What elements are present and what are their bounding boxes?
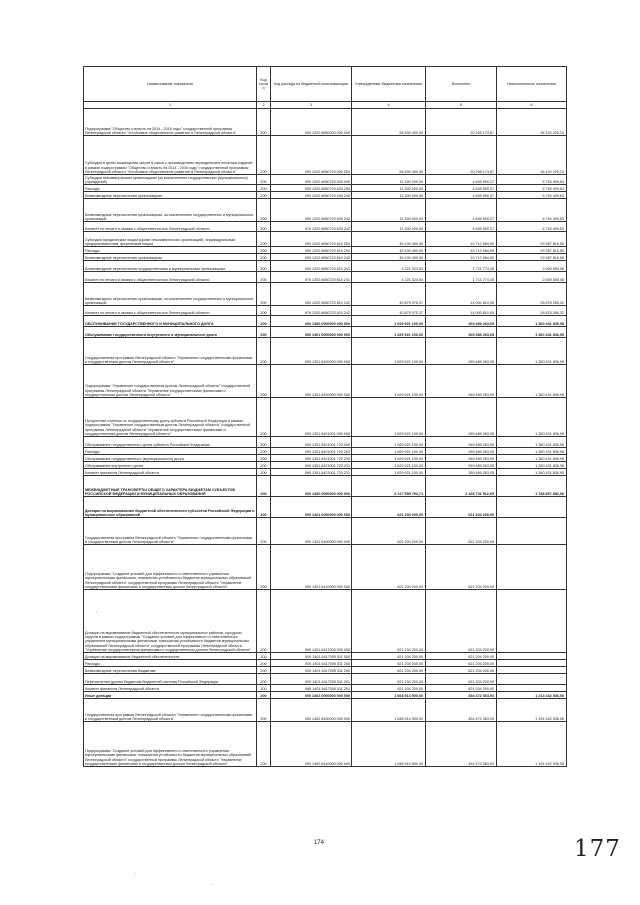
row-executed: 1 711 774,45 <box>426 272 497 283</box>
row-name: Безвозмездные перечисления организациям <box>84 254 257 261</box>
table-body <box>84 109 567 767</box>
row-approved: 1 629 921 100,00 <box>352 469 426 476</box>
row-bcode: 000 1401 0000000 000 000 <box>271 497 352 518</box>
row-name: Расходы <box>84 185 257 192</box>
header-row <box>84 67 567 102</box>
row-executed: 621 204 200,00 <box>426 653 497 660</box>
row-executed: 4 545 590,37 <box>426 175 497 185</box>
row-code: 200 <box>257 455 271 462</box>
row-executed: 15 712 584,50 <box>426 247 497 254</box>
row-unexecuted: 1 360 431 836,95 <box>497 316 567 327</box>
row-executed: 2 428 701 912,65 <box>426 476 497 497</box>
row-unexecuted: 2 509 550,08 <box>497 261 567 272</box>
row-name: Безвозмездные перечисления организациям <box>84 192 257 199</box>
row-approved: 40 879 075,37 <box>352 283 426 306</box>
row-unexecuted <box>497 660 567 667</box>
row-unexecuted: 1 360 431 836,95 <box>497 462 567 469</box>
row-bcode: 000 1301 6421001 720 230 <box>271 455 352 462</box>
row-bcode: 000 1202 6650720 810 000 <box>271 232 352 247</box>
table-row <box>84 338 567 365</box>
row-executed: 454 472 363,94 <box>426 722 497 767</box>
row-bcode: 976 1202 6650720 630 242 <box>271 222 352 232</box>
row-approved: 45 100 400,00 <box>352 247 426 254</box>
row-executed: 1 711 774,45 <box>426 261 497 272</box>
table-row <box>84 469 567 476</box>
row-name: Расходы <box>84 247 257 254</box>
row-code: 200 <box>257 685 271 692</box>
table-row <box>84 437 567 448</box>
row-bcode: 000 1202 6650720 810 240 <box>271 254 352 261</box>
table-row <box>84 192 567 199</box>
row-code: 200 <box>257 476 271 497</box>
table-row <box>84 365 567 398</box>
row-bcode: 000 1301 6421001 720 231 <box>271 462 352 469</box>
header-unexecuted: Неисполненные назначения <box>497 67 567 102</box>
row-executed: 269 489 263,05 <box>426 448 497 455</box>
row-bcode: 000 1401 6417005 511 250 <box>271 667 352 674</box>
row-code: 200 <box>257 283 271 306</box>
row-approved: 11 300 000,00 <box>352 192 426 199</box>
table-row <box>84 455 567 462</box>
table-row <box>84 462 567 469</box>
row-name: Субсидии в целях возмещения затрат в связи с производством периодических печатных изданий в рамках подпрограммы "Общество и власть на 2014 - 2016 годы" государственной программы Ленинградской области "Устойчивое общественное развитие в Ленинградской области" <box>84 136 257 175</box>
row-unexecuted: 1 360 431 836,95 <box>497 327 567 338</box>
row-code: 200 <box>257 590 271 653</box>
column-number-row <box>84 102 567 109</box>
row-bcode: 000 1402 6410000 000 000 <box>271 722 352 767</box>
row-unexecuted <box>497 685 567 692</box>
handwritten-sheet-number: 177 <box>574 836 621 862</box>
row-bcode: 000 1301 6421001 720 200 <box>271 448 352 455</box>
row-unexecuted <box>497 590 567 653</box>
table-row <box>84 448 567 455</box>
row-code: 200 <box>257 109 271 136</box>
row-executed: 15 712 584,50 <box>426 232 497 247</box>
table-row <box>84 306 567 316</box>
row-approved: 1 629 921 100,00 <box>352 448 426 455</box>
table-row <box>84 692 567 699</box>
row-approved: 11 300 000,00 <box>352 222 426 232</box>
table-row <box>84 272 567 283</box>
row-unexecuted: 29 387 815,50 <box>497 247 567 254</box>
row-bcode: 000 1202 6650720 000 000 <box>271 136 352 175</box>
row-bcode: 000 1202 6650720 630 242 <box>271 199 352 222</box>
table-row <box>84 254 567 261</box>
table-row <box>84 685 567 692</box>
row-name: Дотации на выравнивание бюджетной обеспеченности <box>84 653 257 660</box>
row-name: Подпрограмма "Общество и власть на 2014 - 2016 годы" государственной программы Ленинградской области "Устойчивое общественное развитие в Ленинградской области" <box>84 109 257 136</box>
table-row <box>84 660 567 667</box>
table-row <box>84 283 567 306</box>
colnum: 3 <box>271 102 352 109</box>
row-code: 200 <box>257 462 271 469</box>
row-code: 200 <box>257 469 271 476</box>
row-bcode: 000 1202 6650720 810 200 <box>271 247 352 254</box>
row-name: Обслуживание государственного внутреннего и муниципального долга <box>84 327 257 338</box>
table-row <box>84 109 567 136</box>
row-bcode: 000 1202 6650720 630 240 <box>271 192 352 199</box>
row-bcode: 000 1401 6417005 511 000 <box>271 653 352 660</box>
row-unexecuted <box>497 545 567 590</box>
row-name: Расходы <box>84 660 257 667</box>
row-approved: 1 629 921 100,00 <box>352 398 426 437</box>
row-unexecuted: 6 754 409,63 <box>497 222 567 232</box>
row-approved: 1 629 921 100,00 <box>352 455 426 462</box>
row-name: Комитет финансов Ленинградской области <box>84 685 257 692</box>
row-unexecuted: 1 360 431 836,95 <box>497 455 567 462</box>
row-bcode: 000 1202 6650000 000 000 <box>271 109 352 136</box>
table-row <box>84 674 567 685</box>
row-code: 200 <box>257 175 271 185</box>
row-bcode: 000 1402 0000000 000 000 <box>271 692 352 699</box>
row-code: 200 <box>257 192 271 199</box>
table-row <box>84 232 567 247</box>
row-approved: 4 221 324,53 <box>352 272 426 283</box>
row-executed: 269 489 263,05 <box>426 316 497 327</box>
row-unexecuted <box>497 497 567 518</box>
row-approved: 621 204 200,00 <box>352 660 426 667</box>
row-bcode: 000 1401 6410000 000 000 <box>271 545 352 590</box>
row-code: 200 <box>257 448 271 455</box>
row-unexecuted: 1 788 897 882,06 <box>497 476 567 497</box>
scan-speck <box>211 884 212 885</box>
row-unexecuted: 29 387 815,50 <box>497 254 567 261</box>
row-name: Расходы <box>84 448 257 455</box>
row-bcode: 000 1401 6400000 000 000 <box>271 518 352 545</box>
row-code: 200 <box>257 316 271 327</box>
row-unexecuted: 1 360 431 836,95 <box>497 469 567 476</box>
table-row <box>84 476 567 497</box>
row-approved: 1 629 921 100,00 <box>352 316 426 327</box>
row-approved: 45 100 400,00 <box>352 254 426 261</box>
row-executed: 4 545 590,37 <box>426 192 497 199</box>
colnum: 6 <box>497 102 567 109</box>
row-executed: 20 258 174,87 <box>426 109 497 136</box>
row-name: Безвозмездные перечисления организациям, за исключением государственных и муниципальных организаций <box>84 199 257 222</box>
row-executed: 621 204 200,00 <box>426 685 497 692</box>
row-unexecuted: 1 194 442 536,06 <box>497 699 567 722</box>
report-sheet <box>83 66 566 767</box>
table-row <box>84 398 567 437</box>
row-unexecuted <box>497 674 567 685</box>
row-bcode: 000 1300 0000000 000 000 <box>271 316 352 327</box>
row-bcode: 000 1202 6650720 810 242 <box>271 283 352 306</box>
row-unexecuted: 1 194 442 536,06 <box>497 722 567 767</box>
row-executed: 621 204 200,00 <box>426 667 497 674</box>
row-executed: 269 489 263,05 <box>426 365 497 398</box>
row-bcode: 985 1301 6421001 720 231 <box>271 469 352 476</box>
row-unexecuted: 36 142 225,13 <box>497 109 567 136</box>
row-bcode: 976 1202 6650720 810 241 <box>271 272 352 283</box>
row-code: 200 <box>257 518 271 545</box>
row-code: 200 <box>257 254 271 261</box>
row-code: 200 <box>257 365 271 398</box>
row-code: 200 <box>257 497 271 518</box>
row-code: 200 <box>257 722 271 767</box>
row-name: Обслуживание внутреннего долга <box>84 462 257 469</box>
row-approved: 621 204 200,00 <box>352 667 426 674</box>
row-unexecuted: 6 754 409,63 <box>497 192 567 199</box>
row-executed: 621 204 200,00 <box>426 545 497 590</box>
row-approved: 621 204 200,00 <box>352 590 426 653</box>
row-executed: 269 489 263,05 <box>426 437 497 448</box>
row-approved: 621 204 200,00 <box>352 518 426 545</box>
row-code: 200 <box>257 653 271 660</box>
row-code: 200 <box>257 398 271 437</box>
row-bcode: 000 1401 6417005 511 200 <box>271 660 352 667</box>
row-code: 200 <box>257 327 271 338</box>
row-bcode: 000 1401 6417005 000 000 <box>271 590 352 653</box>
table-row <box>84 199 567 222</box>
row-name: Комитет по печати и связям с общественностью Ленинградской области <box>84 306 257 316</box>
row-name: Процентные платежи по государственному долгу субъекта Российской Федерации в рамках подпрограммы "Управление государственным долгом Ленинградской области" государственной программы Ленинградской области "Управление государственными финансами и государственным долгом Ленинградской области" <box>84 398 257 437</box>
row-unexecuted: 1 360 431 836,95 <box>497 398 567 437</box>
row-name: Иные дотации <box>84 692 257 699</box>
row-approved: 621 204 200,00 <box>352 685 426 692</box>
row-name: Дотации на выравнивание бюджетной обеспеченности муниципальных районов, городских округов в рамках подпрограммы "Создание условий для эффективного и ответственного управления муниципальными финансами, повышения устойчивости бюджетов муниципальных образований Ленинградской области" государственной программы Ленинградской области "Управление государственными финансами и государственным долгом Ленинградской области" <box>84 590 257 653</box>
table-row <box>84 699 567 722</box>
row-bcode: 000 1401 6417005 511 251 <box>271 674 352 685</box>
row-bcode: 000 1202 6650720 810 241 <box>271 261 352 272</box>
row-executed: 269 489 263,05 <box>426 455 497 462</box>
row-unexecuted: 1 360 431 836,95 <box>497 448 567 455</box>
row-code: 200 <box>257 338 271 365</box>
row-name: Обслуживание государственного долга субъекта Российской Федерации <box>84 437 257 448</box>
table-row <box>84 136 567 175</box>
row-approved: 45 100 400,00 <box>352 232 426 247</box>
row-unexecuted: 36 142 225,13 <box>497 136 567 175</box>
row-approved: 621 204 200,00 <box>352 545 426 590</box>
row-name: Подпрограмма "Создание условий для эффективного и ответственного управления муниципальными финансами, повышения устойчивости бюджетов муниципальных образований Ленинградской области" государственной программы Ленинградской области "Управление государственными финансами и государственным долгом Ленинградской области" <box>84 722 257 767</box>
table-row <box>84 722 567 767</box>
table-row <box>84 653 567 660</box>
row-name: Подпрограмма "Управление государственным долгом Ленинградской области" государственной программы Ленинградской области "Управление государственными финансами и государственным долгом Ленинградской области" <box>84 365 257 398</box>
table-row <box>84 518 567 545</box>
page-number: 174 <box>314 840 325 846</box>
row-executed: 14 000 810,05 <box>426 306 497 316</box>
row-unexecuted: 2 509 550,08 <box>497 272 567 283</box>
table-row <box>84 222 567 232</box>
row-unexecuted: 1 214 442 536,06 <box>497 692 567 699</box>
row-code: 200 <box>257 185 271 192</box>
row-approved: 1 629 921 100,00 <box>352 462 426 469</box>
row-executed: 4 545 590,37 <box>426 185 497 192</box>
row-executed: 454 472 363,94 <box>426 699 497 722</box>
row-executed: 621 204 200,00 <box>426 674 497 685</box>
colnum: 4 <box>352 102 426 109</box>
row-bcode: 000 1301 6421001 000 000 <box>271 398 352 437</box>
header-bcode: Код расхода по бюджетной классификации <box>271 67 352 102</box>
row-bcode: 000 1301 0000000 000 000 <box>271 327 352 338</box>
row-executed: 269 489 263,05 <box>426 398 497 437</box>
row-name: Субсидии юридическим лицам (кроме некоммерческих организаций), индивидуальным предпринимателям, физическим лицам <box>84 232 257 247</box>
row-code: 200 <box>257 199 271 222</box>
row-approved: 621 204 200,00 <box>352 497 426 518</box>
scan-speck <box>96 611 97 612</box>
colnum: 5 <box>426 102 497 109</box>
row-code: 200 <box>257 699 271 722</box>
row-executed: 4 545 590,37 <box>426 199 497 222</box>
row-bcode: 000 1202 6650720 630 200 <box>271 185 352 192</box>
colnum: 1 <box>84 102 257 109</box>
row-executed: 15 712 584,50 <box>426 254 497 261</box>
row-name: Субсидии некоммерческим организациям (за исключением государственных (муниципальных) учреждений) <box>84 175 257 185</box>
budget-table <box>83 66 567 767</box>
scan-speck <box>135 873 136 874</box>
row-code: 200 <box>257 247 271 254</box>
row-unexecuted: 26 878 265,32 <box>497 283 567 306</box>
row-code: 200 <box>257 232 271 247</box>
table-row <box>84 497 567 518</box>
row-unexecuted <box>497 518 567 545</box>
row-approved: 56 400 400,00 <box>352 109 426 136</box>
header-approved: Утвержденные бюджетные назначения <box>352 67 426 102</box>
row-approved: 1 648 914 900,00 <box>352 722 426 767</box>
row-executed: 269 489 263,05 <box>426 462 497 469</box>
row-name: Обслуживание государственного (муниципального) долга <box>84 455 257 462</box>
row-code: 200 <box>257 667 271 674</box>
row-name: МЕЖБЮДЖЕТНЫЕ ТРАНСФЕРТЫ ОБЩЕГО ХАРАКТЕРА БЮДЖЕТАМ СУБЪЕКТОВ РОССИЙСКОЙ ФЕДЕРАЦИИ И МУНИЦИПАЛЬНЫХ ОБРАЗОВАНИЙ <box>84 476 257 497</box>
row-executed: 269 489 263,05 <box>426 469 497 476</box>
row-executed: 621 204 200,00 <box>426 497 497 518</box>
row-approved: 56 400 400,00 <box>352 136 426 175</box>
row-bcode: 000 1202 6650720 630 000 <box>271 175 352 185</box>
row-approved: 11 300 000,00 <box>352 185 426 192</box>
table-row <box>84 261 567 272</box>
row-approved: 11 300 000,00 <box>352 175 426 185</box>
row-name: Комитет по печати и связям с общественностью Ленинградской области <box>84 272 257 283</box>
row-bcode: 000 1402 6400000 000 000 <box>271 699 352 722</box>
row-name: Государственная программа Ленинградской области "Управление государственными финансами и государственным долгом Ленинградской области" <box>84 518 257 545</box>
row-executed: 621 204 200,00 <box>426 660 497 667</box>
row-approved: 1 629 921 100,00 <box>352 327 426 338</box>
row-name: Комитет по печати и связям с общественностью Ленинградской области <box>84 222 257 232</box>
row-code: 200 <box>257 261 271 272</box>
table-row <box>84 185 567 192</box>
row-bcode: 000 1400 0000000 000 000 <box>271 476 352 497</box>
row-name: Дотации на выравнивание бюджетной обеспеченности субъектов Российской Федерации и муниципальных образований <box>84 497 257 518</box>
row-name: Комитет финансов Ленинградской области <box>84 469 257 476</box>
row-approved: 1 629 921 100,00 <box>352 437 426 448</box>
header-name: Наименование показателя <box>84 67 257 102</box>
row-unexecuted: 26 878 265,32 <box>497 306 567 316</box>
row-executed: 4 545 590,37 <box>426 222 497 232</box>
row-name: Безвозмездные перечисления бюджетам <box>84 667 257 674</box>
row-executed: 20 258 174,87 <box>426 136 497 175</box>
table-row <box>84 590 567 653</box>
header-executed: Исполнено <box>426 67 497 102</box>
row-unexecuted: 6 754 409,63 <box>497 199 567 222</box>
row-approved: 1 648 914 900,00 <box>352 699 426 722</box>
row-approved: 1 629 921 100,00 <box>352 365 426 398</box>
row-unexecuted <box>497 653 567 660</box>
row-approved: 1 668 914 900,00 <box>352 692 426 699</box>
row-bcode: 000 1301 6421001 720 000 <box>271 437 352 448</box>
row-code: 200 <box>257 692 271 699</box>
row-bcode: 976 1202 6650720 810 242 <box>271 306 352 316</box>
row-executed: 621 204 200,00 <box>426 590 497 653</box>
row-executed: 269 489 263,05 <box>426 338 497 365</box>
row-code: 200 <box>257 674 271 685</box>
row-code: 200 <box>257 306 271 316</box>
row-name: Перечисления другим бюджетам бюджетной системы Российской Федерации <box>84 674 257 685</box>
row-name: Государственная программа Ленинградской области "Управление государственными финансами и государственным долгом Ленинградской области" <box>84 699 257 722</box>
row-name: Безвозмездные перечисления государственным и муниципальным организациям <box>84 261 257 272</box>
table-row <box>84 247 567 254</box>
row-approved: 621 204 200,00 <box>352 674 426 685</box>
row-executed: 621 204 200,00 <box>426 518 497 545</box>
table-row <box>84 545 567 590</box>
row-executed: 454 472 363,94 <box>426 692 497 699</box>
row-code: 200 <box>257 136 271 175</box>
row-bcode: 000 1301 6420000 000 000 <box>271 365 352 398</box>
row-bcode: 985 1401 6417005 511 251 <box>271 685 352 692</box>
row-unexecuted: 6 754 409,63 <box>497 185 567 192</box>
row-code: 200 <box>257 437 271 448</box>
header-code: Код строк и <box>257 67 271 102</box>
row-approved: 4 217 599 794,71 <box>352 476 426 497</box>
colnum: 2 <box>257 102 271 109</box>
row-unexecuted <box>497 667 567 674</box>
row-code: 200 <box>257 660 271 667</box>
row-unexecuted: 6 754 409,63 <box>497 175 567 185</box>
row-executed: 14 000 810,05 <box>426 283 497 306</box>
row-approved: 1 629 921 100,00 <box>352 338 426 365</box>
row-name: Подпрограмма "Создание условий для эффективного и ответственного управления муниципальными финансами, повышения устойчивости бюджетов муниципальных образований Ленинградской области" государственной программы Ленинградской области "Управление государственными финансами и государственным долгом Ленинградской области" <box>84 545 257 590</box>
row-unexecuted: 1 360 431 836,95 <box>497 365 567 398</box>
row-code: 200 <box>257 272 271 283</box>
row-approved: 11 300 000,00 <box>352 199 426 222</box>
row-unexecuted: 29 387 815,50 <box>497 232 567 247</box>
table-row <box>84 667 567 674</box>
row-name: Государственная программа Ленинградской области "Управление государственными финансами и государственным долгом Ленинградской области" <box>84 338 257 365</box>
row-code: 200 <box>257 545 271 590</box>
row-approved: 4 221 324,53 <box>352 261 426 272</box>
row-unexecuted: 1 360 431 836,95 <box>497 338 567 365</box>
table-row <box>84 175 567 185</box>
row-unexecuted: 1 360 431 836,95 <box>497 437 567 448</box>
table-row <box>84 316 567 327</box>
table-row <box>84 327 567 338</box>
row-code: 200 <box>257 222 271 232</box>
row-bcode: 000 1301 6400000 000 000 <box>271 338 352 365</box>
row-approved: 621 204 200,00 <box>352 653 426 660</box>
row-executed: 269 489 263,05 <box>426 327 497 338</box>
row-approved: 40 879 075,37 <box>352 306 426 316</box>
row-name: Безвозмездные перечисления организациям, за исключением государственных и муниципальных организаций <box>84 283 257 306</box>
row-name: ОБСЛУЖИВАНИЕ ГОСУДАРСТВЕННОГО И МУНИЦИПАЛЬНОГО ДОЛГА <box>84 316 257 327</box>
